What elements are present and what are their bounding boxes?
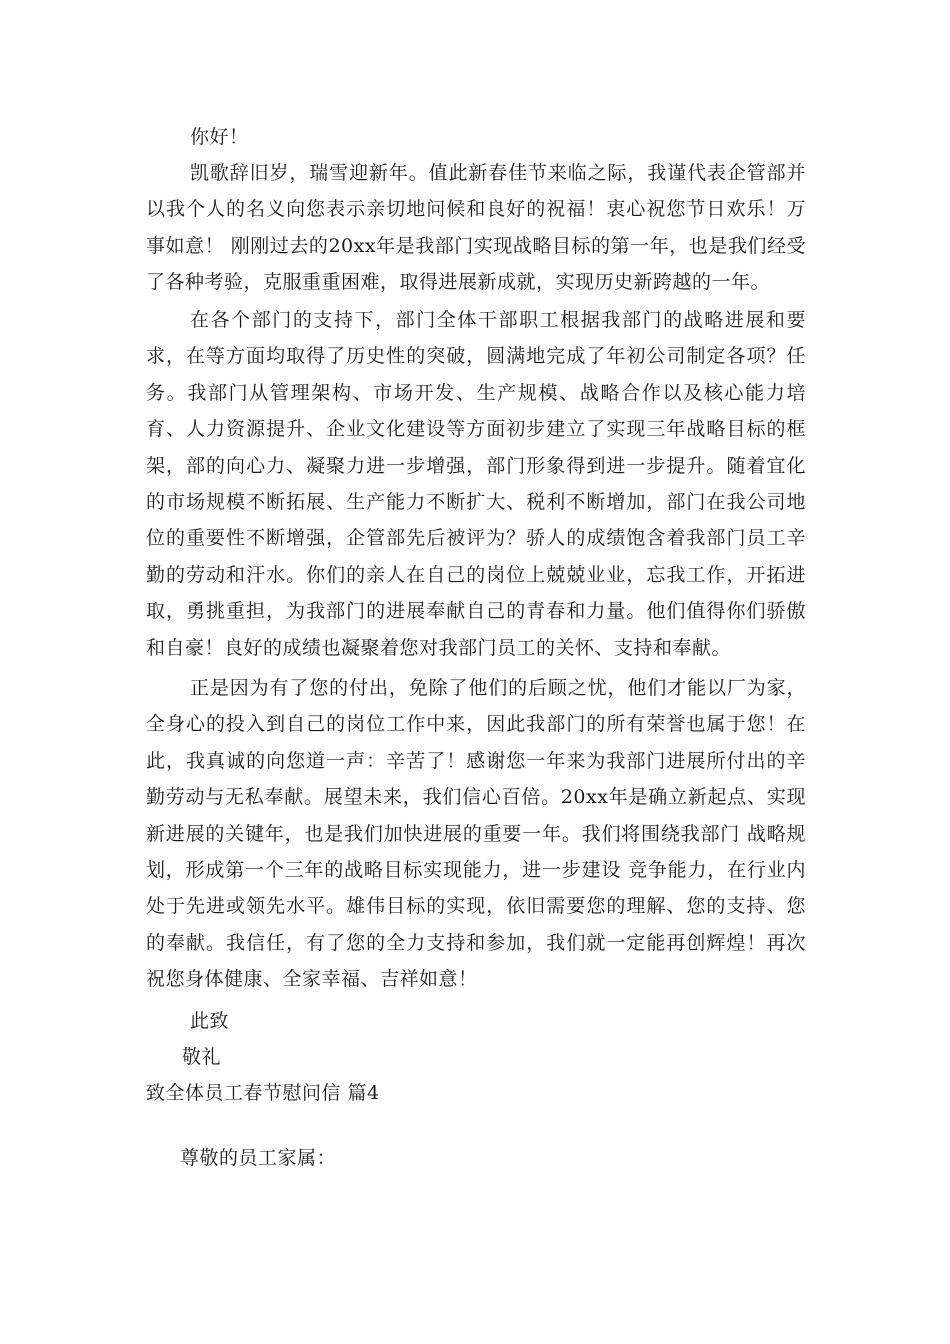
letter-closing-cizhi: 此致: [190, 1010, 230, 1032]
letter-paragraph-3: 正是因为有了您的付出，免除了他们的后顾之忧，他们才能以厂为家，全身心的投入到自己的岗位工作中来，因此我部门的所有荣誉也属于您！在此，我真诚的向您道一声：辛苦了！感谢您一年来为我部门进展所付出的辛勤劳动与无私奉献。展望未来，我们信心百倍。20xx年是确立新起点、实现新进展的关键年，也是我们加快进展的重要一年。我们将围绕我部门 战略规划，形成第一个三年的战略目标实现能力，进一步建设 竞争能力，在行业内处于先进或领先水平。雄伟目标的实现，依旧需要您的理解、您的支持、您的奉献。我信任，有了您的全力支持和参加，我们就一定能再创辉煌！再次祝您身体健康、全家幸福、吉祥如意！: [146, 677, 806, 991]
section-salutation: 尊敬的员工家属：: [180, 1147, 337, 1169]
section-title: 致全体员工春节慰问信 篇4: [146, 1082, 380, 1104]
letter-paragraph-1: 凯歌辞旧岁，瑞雪迎新年。值此新春佳节来临之际，我谨代表企管部并以我个人的名义向您表示亲切地问候和良好的祝福！衷心祝您节日欢乐！万事如意！ 刚刚过去的20xx年是我部门实现战略目标的第一年，也是我们经受了各种考验，克服重重困难，取得进展新成就，实现历史新跨越的一年。: [146, 162, 806, 294]
letter-greeting: 你好！: [190, 126, 249, 148]
letter-paragraph-2: 在各个部门的支持下，部门全体干部职工根据我部门的战略进展和要求，在等方面均取得了历史性的突破，圆满地完成了年初公司制定各项？任务。我部门从管理架构、市场开发、生产规模、战略合作以及核心能力培育、人力资源提升、企业文化建设等方面初步建立了实现三年战略目标的框架，部的向心力、凝聚力进一步增强，部门形象得到进一步提升。随着宜化的市场规模不断拓展、生产能力不断扩大、税利不断增加，部门在我公司地位的重要性不断增强，企管部先后被评为？骄人的成绩饱含着我部门员工辛勤的劳动和汗水。你们的亲人在自己的岗位上兢兢业业，忘我工作，开拓进取，勇挑重担，为我部门的进展奉献自己的青春和力量。他们值得你们骄傲和自豪！良好的成绩也凝聚着您对我部门员工的关怀、支持和奉献。: [146, 309, 806, 659]
letter-closing-jingli: 敬礼: [182, 1046, 222, 1068]
